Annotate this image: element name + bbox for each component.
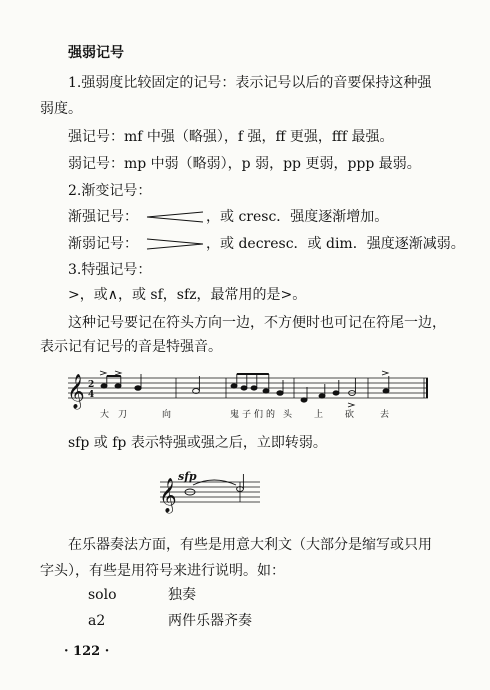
meter-top: 2 <box>88 380 95 390</box>
music-example-accents <box>68 370 438 410</box>
note <box>135 386 141 391</box>
note <box>319 394 325 398</box>
page-number: · 122 · <box>64 644 110 659</box>
sfp-description: sfp 或 fp 表示特强或强之后，立即转弱。 <box>68 435 327 451</box>
paragraph-fixed-dynamics-line2: 弱度。 <box>40 101 82 117</box>
decresc-label: 渐弱记号： <box>68 236 138 252</box>
note <box>101 384 107 388</box>
paragraph-fixed-dynamics-line1: 1.强弱度比较固定的记号：表示记号以后的音要保持这种强 <box>68 75 432 91</box>
note <box>277 391 283 396</box>
note <box>301 398 307 402</box>
lyric: 砍 <box>345 410 355 420</box>
note <box>241 386 247 390</box>
note <box>115 384 121 388</box>
decrescendo-hairpin-icon <box>145 237 205 251</box>
meter-bottom: 4 <box>88 390 95 400</box>
lyric: 刀 <box>118 410 128 420</box>
lyric: 的 <box>266 410 276 420</box>
lyric: 去 <box>380 410 390 420</box>
term-solo-meaning: 独奏 <box>168 587 196 603</box>
sfp-mark: sfp <box>178 470 197 483</box>
strong-marks-line: 强记号：mf 中强（略强），f 强，ff 更强，fff 最强。 <box>68 129 394 145</box>
accent-paragraph-line1: 这种记号要记在符头方向一边，不方便时也可记在符尾一边， <box>68 315 446 331</box>
section-gradual-heading: 2.渐变记号： <box>68 183 152 199</box>
term-solo: solo <box>88 587 117 603</box>
lyric: 鬼 <box>230 410 240 420</box>
note <box>383 389 389 393</box>
accent-paragraph-line2: 表示记有记号的音是特强音。 <box>40 339 222 355</box>
music-example-sfp <box>159 470 270 513</box>
instrument-paragraph-line1: 在乐器奏法方面，有些是用意大利文（大部分是缩写或只用 <box>68 537 432 553</box>
lyric: 向 <box>162 410 172 420</box>
crescendo-hairpin-icon <box>145 210 205 224</box>
note <box>231 384 237 388</box>
treble-clef-icon: 𝄞 <box>67 374 85 409</box>
note <box>333 391 339 395</box>
cresc-label: 渐强记号： <box>68 209 138 225</box>
lyric: 大 <box>100 410 110 420</box>
lyric: 子 <box>242 410 252 420</box>
accent-marks-line: >，或∧，或 sf，sfz，最常用的是>。 <box>68 287 307 303</box>
lyric: 头 <box>283 410 293 420</box>
term-a2: a2 <box>88 613 106 629</box>
section-accent-heading: 3.特强记号： <box>68 262 152 278</box>
lyric: 们 <box>254 410 264 420</box>
treble-clef-icon: 𝄞 <box>159 478 177 513</box>
instrument-paragraph-line2: 字头），有些是用符号来进行说明。如： <box>40 563 285 579</box>
note <box>251 386 257 390</box>
term-a2-meaning: 两件乐器齐奏 <box>168 613 252 629</box>
note <box>263 389 269 393</box>
section-heading: 强弱记号 <box>68 45 124 61</box>
lyric: 上 <box>314 410 324 420</box>
weak-marks-line: 弱记号：mp 中弱（略弱），p 弱，pp 更弱，ppp 最弱。 <box>68 156 421 172</box>
decresc-description: ，或 decresc．或 dim．强度逐渐减弱。 <box>206 236 465 252</box>
cresc-description: ，或 cresc．强度逐渐增加。 <box>206 209 389 225</box>
